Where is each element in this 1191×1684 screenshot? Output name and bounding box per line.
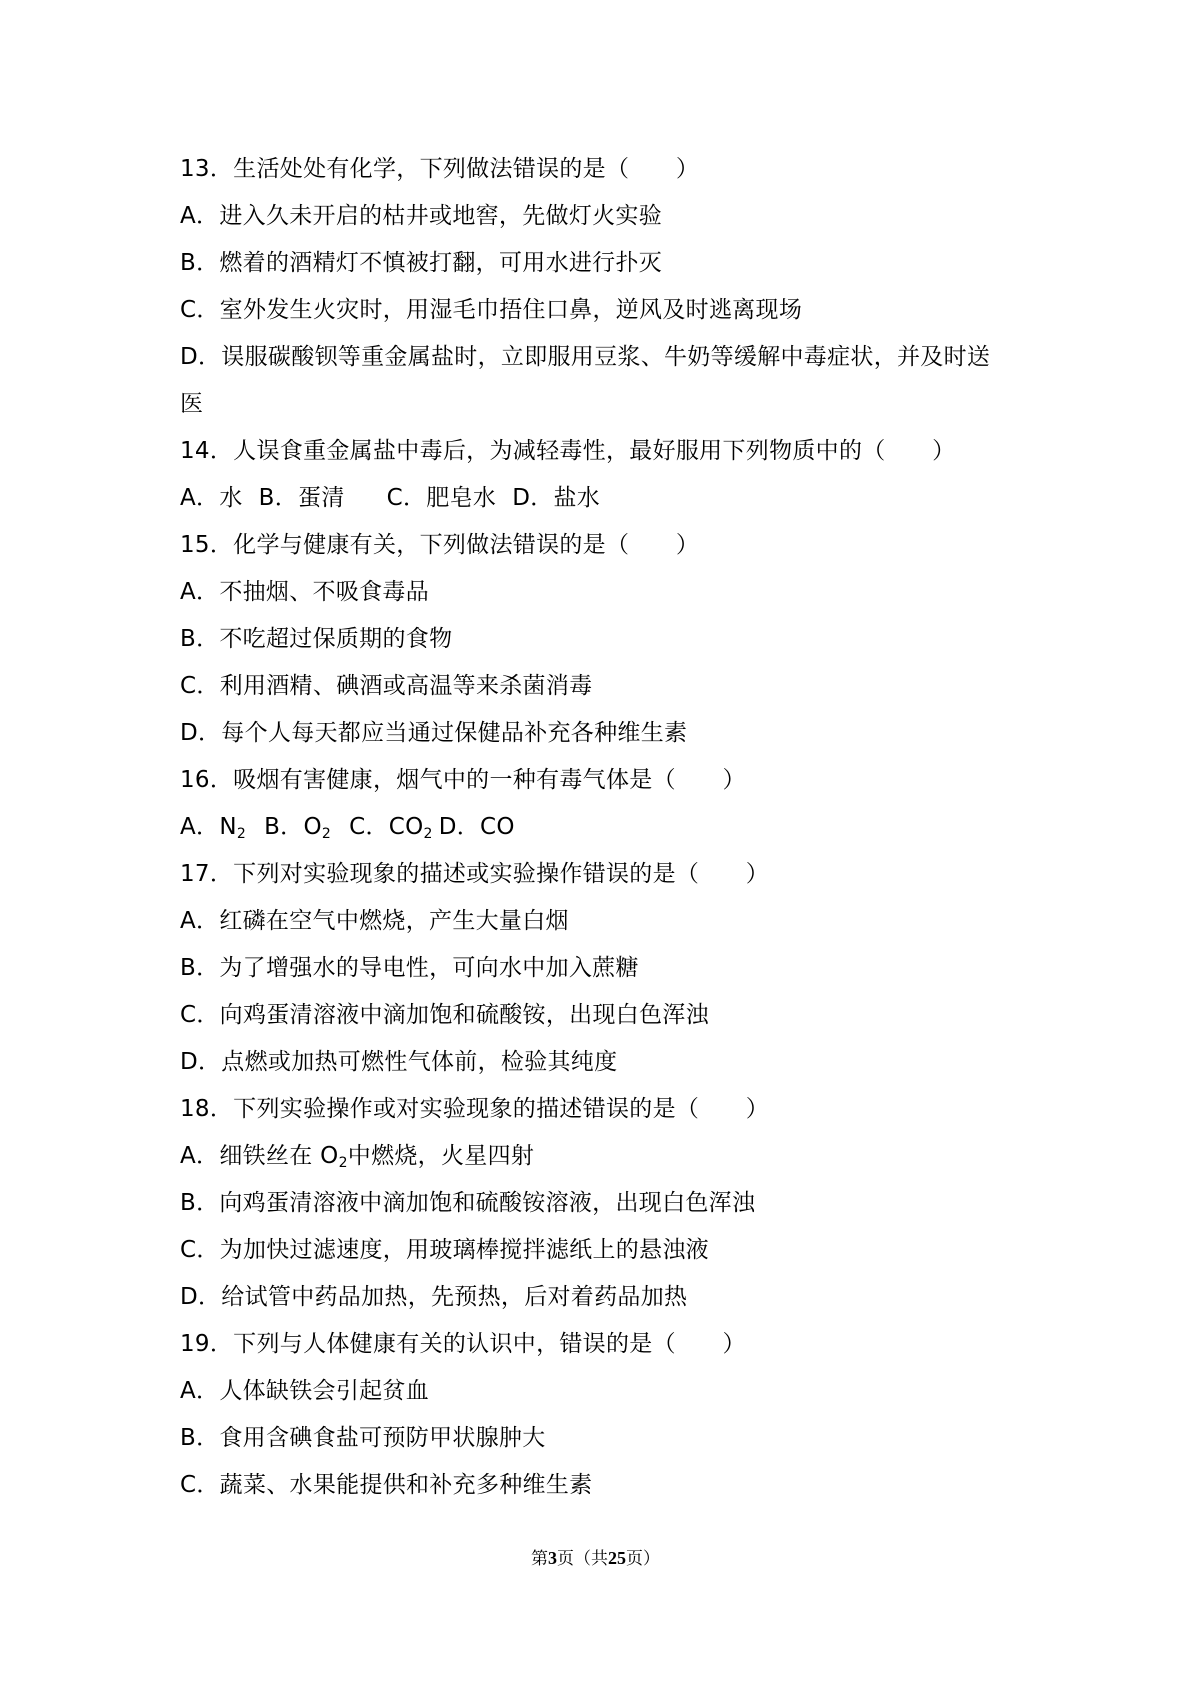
question-14-option-c: C．肥皂水 <box>386 485 497 511</box>
question-13-option-c: C．室外发生火灾时，用湿毛巾捂住口鼻，逆风及时逃离现场 <box>180 297 803 323</box>
question-16-options <box>180 804 1040 851</box>
question-14-stem: 14．人误食重金属盐中毒后，为减轻毒性，最好服用下列物质中的（ ） <box>180 438 956 464</box>
question-19-option-a: A．人体缺铁会引起贫血 <box>180 1378 430 1404</box>
question-17-option-b: B．为了增强水的导电性，可向水中加入蔗糖 <box>180 955 639 981</box>
question-15-option-a: A．不抽烟、不吸食毒品 <box>180 579 430 605</box>
question-17-option-a: A．红磷在空气中燃烧，产生大量白烟 <box>180 908 569 934</box>
question-18-stem: 18．下列实验操作或对实验现象的描述错误的是（ ） <box>180 1096 770 1122</box>
question-18-option-b: B．向鸡蛋清溶液中滴加饱和硫酸铵溶液，出现白色浑浊 <box>180 1190 756 1216</box>
question-14-option-d: D．盐水 <box>512 485 601 511</box>
question-16-option-a: A．$N_2$ <box>180 814 247 842</box>
question-18-option-c: C．为加快过滤速度，用玻璃棒搅拌滤纸上的悬浊液 <box>180 1237 709 1263</box>
question-19-option-b: B．食用含碘食盐可预防甲状腺肿大 <box>180 1425 546 1451</box>
page-number: 3 <box>548 1548 557 1568</box>
question-15-option-b: B．不吃超过保质期的食物 <box>180 626 453 652</box>
question-13-stem: 13．生活处处有化学，下列做法错误的是（ ） <box>180 156 700 182</box>
question-18-option-a: A．细铁丝在 $O_2$中燃烧，火星四射 <box>180 1143 535 1171</box>
question-14-options <box>180 475 1040 522</box>
question-16-stem: 16．吸烟有害健康，烟气中的一种有毒气体是（ ） <box>180 767 746 793</box>
question-19-option-c: C．蔬菜、水果能提供和补充多种维生素 <box>180 1472 593 1498</box>
page-total: 25 <box>608 1548 626 1568</box>
question-17-option-c: C．向鸡蛋清溶液中滴加饱和硫酸铵，出现白色浑浊 <box>180 1002 709 1028</box>
question-13-option-a: A．进入久未开启的枯井或地窖，先做灯火实验 <box>180 203 663 229</box>
question-18-option-d: D．给试管中药品加热，先预热，后对着药品加热 <box>180 1284 688 1310</box>
question-13-option-d-continued: 医 <box>180 391 204 417</box>
question-14-option-b: B．蛋清 <box>258 485 345 511</box>
question-13-option-b: B．燃着的酒精灯不慎被打翻，可用水进行扑灭 <box>180 250 663 276</box>
footer-text-mid: 页（共 <box>557 1549 608 1569</box>
question-15-option-c: C．利用酒精、碘酒或高温等来杀菌消毒 <box>180 673 593 699</box>
footer-text-post: 页） <box>626 1549 660 1569</box>
question-17-option-d: D．点燃或加热可燃性气体前，检验其纯度 <box>180 1049 618 1075</box>
question-15-option-d: D．每个人每天都应当通过保健品补充各种维生素 <box>180 720 688 746</box>
question-15-stem: 15．化学与健康有关，下列做法错误的是（ ） <box>180 532 700 558</box>
page-footer <box>0 1544 1191 1569</box>
question-16-option-d: D．CO <box>438 814 515 840</box>
question-17-stem: 17．下列对实验现象的描述或实验操作错误的是（ ） <box>180 861 770 887</box>
question-14-option-a: A．水 <box>180 485 243 511</box>
question-13-option-d: D．误服碳酸钡等重金属盐时，立即服用豆浆、牛奶等缓解中毒症状，并及时送 <box>180 344 991 370</box>
question-16-option-b: B．$O_2$ <box>264 814 332 842</box>
question-list <box>180 146 1040 1509</box>
question-19-stem: 19．下列与人体健康有关的认识中，错误的是（ ） <box>180 1331 746 1357</box>
footer-text-pre: 第 <box>531 1549 548 1569</box>
question-16-option-c: C．$CO_2$ <box>349 814 433 842</box>
